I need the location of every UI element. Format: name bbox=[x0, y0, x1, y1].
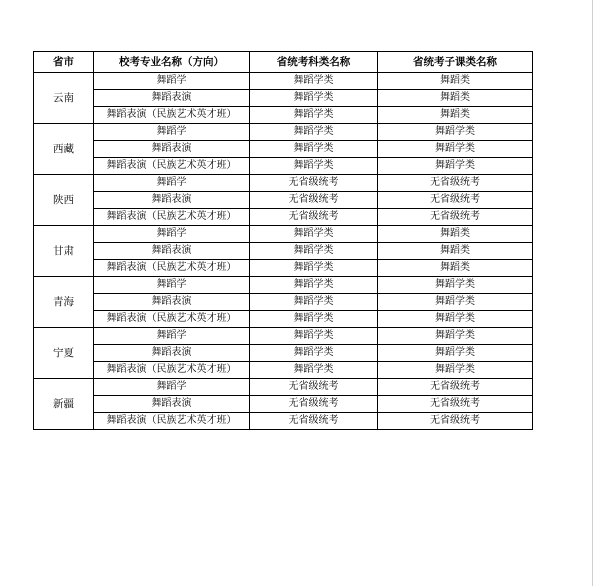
table-row bbox=[34, 192, 533, 209]
major-cell: 舞蹈表演 bbox=[94, 141, 250, 158]
table-row bbox=[34, 260, 533, 277]
major-cell: 舞蹈学 bbox=[94, 379, 250, 396]
header-subcategory: 省统考子课类名称 bbox=[378, 52, 533, 73]
subcategory-cell: 舞蹈学类 bbox=[378, 124, 533, 141]
category-cell: 舞蹈学类 bbox=[250, 243, 378, 260]
subcategory-cell: 舞蹈学类 bbox=[378, 362, 533, 379]
table-row bbox=[34, 107, 533, 124]
major-cell: 舞蹈表演（民族艺术英才班） bbox=[94, 260, 250, 277]
category-cell: 舞蹈学类 bbox=[250, 107, 378, 124]
header-province: 省市 bbox=[34, 52, 94, 73]
table-row bbox=[34, 362, 533, 379]
table-row bbox=[34, 158, 533, 175]
province-cell: 宁夏 bbox=[34, 328, 94, 379]
province-cell: 云南 bbox=[34, 73, 94, 124]
subcategory-cell: 无省级统考 bbox=[378, 413, 533, 430]
category-cell: 舞蹈学类 bbox=[250, 226, 378, 243]
subcategory-cell: 舞蹈学类 bbox=[378, 328, 533, 345]
subcategory-cell: 无省级统考 bbox=[378, 379, 533, 396]
major-cell: 舞蹈学 bbox=[94, 73, 250, 90]
header-row bbox=[34, 52, 533, 73]
category-cell: 无省级统考 bbox=[250, 396, 378, 413]
subcategory-cell: 无省级统考 bbox=[378, 209, 533, 226]
major-cell: 舞蹈表演 bbox=[94, 396, 250, 413]
subcategory-cell: 舞蹈类 bbox=[378, 243, 533, 260]
header-category: 省统考科类名称 bbox=[250, 52, 378, 73]
category-cell: 舞蹈学类 bbox=[250, 90, 378, 107]
major-cell: 舞蹈学 bbox=[94, 175, 250, 192]
major-cell: 舞蹈表演（民族艺术英才班） bbox=[94, 413, 250, 430]
category-cell: 舞蹈学类 bbox=[250, 73, 378, 90]
subcategory-cell: 无省级统考 bbox=[378, 192, 533, 209]
table-row bbox=[34, 345, 533, 362]
major-cell: 舞蹈表演（民族艺术英才班） bbox=[94, 209, 250, 226]
major-cell: 舞蹈表演（民族艺术英才班） bbox=[94, 362, 250, 379]
category-cell: 无省级统考 bbox=[250, 209, 378, 226]
major-cell: 舞蹈表演（民族艺术英才班） bbox=[94, 158, 250, 175]
subcategory-cell: 舞蹈学类 bbox=[378, 345, 533, 362]
category-cell: 无省级统考 bbox=[250, 192, 378, 209]
table-row bbox=[34, 277, 533, 294]
subcategory-cell: 舞蹈学类 bbox=[378, 141, 533, 158]
category-cell: 无省级统考 bbox=[250, 175, 378, 192]
category-cell: 舞蹈学类 bbox=[250, 311, 378, 328]
category-cell: 舞蹈学类 bbox=[250, 294, 378, 311]
table-row bbox=[34, 396, 533, 413]
subcategory-cell: 舞蹈类 bbox=[378, 226, 533, 243]
table-row bbox=[34, 294, 533, 311]
province-cell: 青海 bbox=[34, 277, 94, 328]
category-cell: 舞蹈学类 bbox=[250, 362, 378, 379]
subcategory-cell: 舞蹈学类 bbox=[378, 158, 533, 175]
major-cell: 舞蹈表演（民族艺术英才班） bbox=[94, 107, 250, 124]
province-cell: 新疆 bbox=[34, 379, 94, 430]
major-cell: 舞蹈学 bbox=[94, 277, 250, 294]
table-row bbox=[34, 243, 533, 260]
subcategory-cell: 舞蹈类 bbox=[378, 73, 533, 90]
table-row bbox=[34, 328, 533, 345]
table-row bbox=[34, 141, 533, 158]
category-cell: 舞蹈学类 bbox=[250, 345, 378, 362]
province-cell: 西藏 bbox=[34, 124, 94, 175]
category-cell: 舞蹈学类 bbox=[250, 328, 378, 345]
table-row bbox=[34, 73, 533, 90]
subcategory-cell: 无省级统考 bbox=[378, 175, 533, 192]
major-cell: 舞蹈表演 bbox=[94, 90, 250, 107]
major-cell: 舞蹈学 bbox=[94, 328, 250, 345]
table-row bbox=[34, 311, 533, 328]
table-row bbox=[34, 124, 533, 141]
table-row bbox=[34, 209, 533, 226]
category-cell: 舞蹈学类 bbox=[250, 124, 378, 141]
subcategory-cell: 舞蹈学类 bbox=[378, 277, 533, 294]
subcategory-cell: 舞蹈学类 bbox=[378, 311, 533, 328]
subcategory-cell: 舞蹈类 bbox=[378, 260, 533, 277]
header-major: 校考专业名称（方向） bbox=[94, 52, 250, 73]
subcategory-cell: 舞蹈类 bbox=[378, 107, 533, 124]
category-cell: 舞蹈学类 bbox=[250, 277, 378, 294]
province-cell: 陕西 bbox=[34, 175, 94, 226]
subcategory-cell: 无省级统考 bbox=[378, 396, 533, 413]
major-cell: 舞蹈表演（民族艺术英才班） bbox=[94, 311, 250, 328]
category-cell: 舞蹈学类 bbox=[250, 260, 378, 277]
major-cell: 舞蹈表演 bbox=[94, 192, 250, 209]
table-row bbox=[34, 90, 533, 107]
category-cell: 舞蹈学类 bbox=[250, 158, 378, 175]
major-cell: 舞蹈学 bbox=[94, 226, 250, 243]
table-row bbox=[34, 413, 533, 430]
major-cell: 舞蹈表演 bbox=[94, 294, 250, 311]
table-row bbox=[34, 226, 533, 243]
table-row bbox=[34, 379, 533, 396]
major-cell: 舞蹈表演 bbox=[94, 345, 250, 362]
major-cell: 舞蹈表演 bbox=[94, 243, 250, 260]
table-row bbox=[34, 175, 533, 192]
subcategory-cell: 舞蹈类 bbox=[378, 90, 533, 107]
province-cell: 甘肃 bbox=[34, 226, 94, 277]
category-cell: 无省级统考 bbox=[250, 379, 378, 396]
major-cell: 舞蹈学 bbox=[94, 124, 250, 141]
category-cell: 舞蹈学类 bbox=[250, 141, 378, 158]
category-cell: 无省级统考 bbox=[250, 413, 378, 430]
subcategory-cell: 舞蹈学类 bbox=[378, 294, 533, 311]
majors-table bbox=[33, 51, 533, 430]
